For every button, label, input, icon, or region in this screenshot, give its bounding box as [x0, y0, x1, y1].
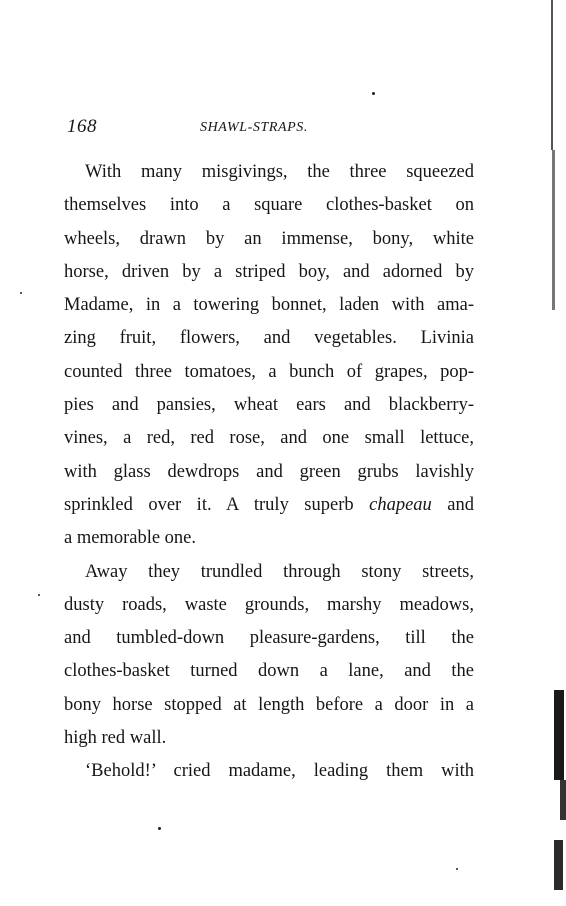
speck: [38, 594, 40, 596]
text-line: ‘Behold!’ cried madame, leading them with: [85, 761, 474, 782]
page-edge-shadow: [550, 0, 566, 906]
paragraph-3: [64, 755, 474, 788]
text-line: and tumbled-down pleasure-gardens, till the: [64, 628, 474, 649]
text-line: wheels, drawn by an immense, bony, white: [64, 228, 474, 249]
italic-word: chapeau: [369, 494, 432, 515]
text-segment: sprinkled over it. A truly superb: [64, 494, 354, 515]
text-line: pies and pansies, wheat ears and blackberry-: [64, 395, 474, 416]
running-title: SHAWL-STRAPS.: [200, 120, 308, 135]
text-line: clothes-basket turned down a lane, and the: [64, 661, 474, 682]
text-line: Madame, in a towering bonnet, laden with ama-: [64, 295, 474, 316]
text-line-with-emphasis: [64, 489, 474, 522]
speck: [20, 292, 22, 294]
text-segment: and: [447, 494, 474, 515]
text-line: counted three tomatoes, a bunch of grapes, pop-: [64, 361, 474, 382]
page-number: 168: [67, 116, 97, 137]
body-text: [64, 156, 474, 789]
speck: [456, 868, 458, 870]
text-line: Away they trundled through stony streets,: [85, 561, 474, 582]
paragraph-2: [64, 556, 474, 756]
speck: [372, 92, 375, 95]
text-line: a memorable one.: [64, 528, 197, 549]
text-line: With many misgivings, the three squeezed: [85, 162, 474, 182]
text-line: themselves into a square clothes-basket on: [64, 195, 474, 216]
text-line: zing fruit, flowers, and vegetables. Livinia: [64, 328, 474, 349]
text-line: bony horse stopped at length before a door in a: [64, 694, 474, 715]
text-line: horse, driven by a striped boy, and adorned by: [64, 261, 474, 282]
text-line: high red wall.: [64, 728, 167, 749]
text-line: with glass dewdrops and green grubs lavishly: [64, 461, 474, 482]
paragraph-1: [64, 156, 474, 556]
text-line: dusty roads, waste grounds, marshy meadows,: [64, 594, 474, 615]
speck: [158, 827, 161, 830]
text-line: vines, a red, red rose, and one small lettuce,: [64, 428, 474, 449]
